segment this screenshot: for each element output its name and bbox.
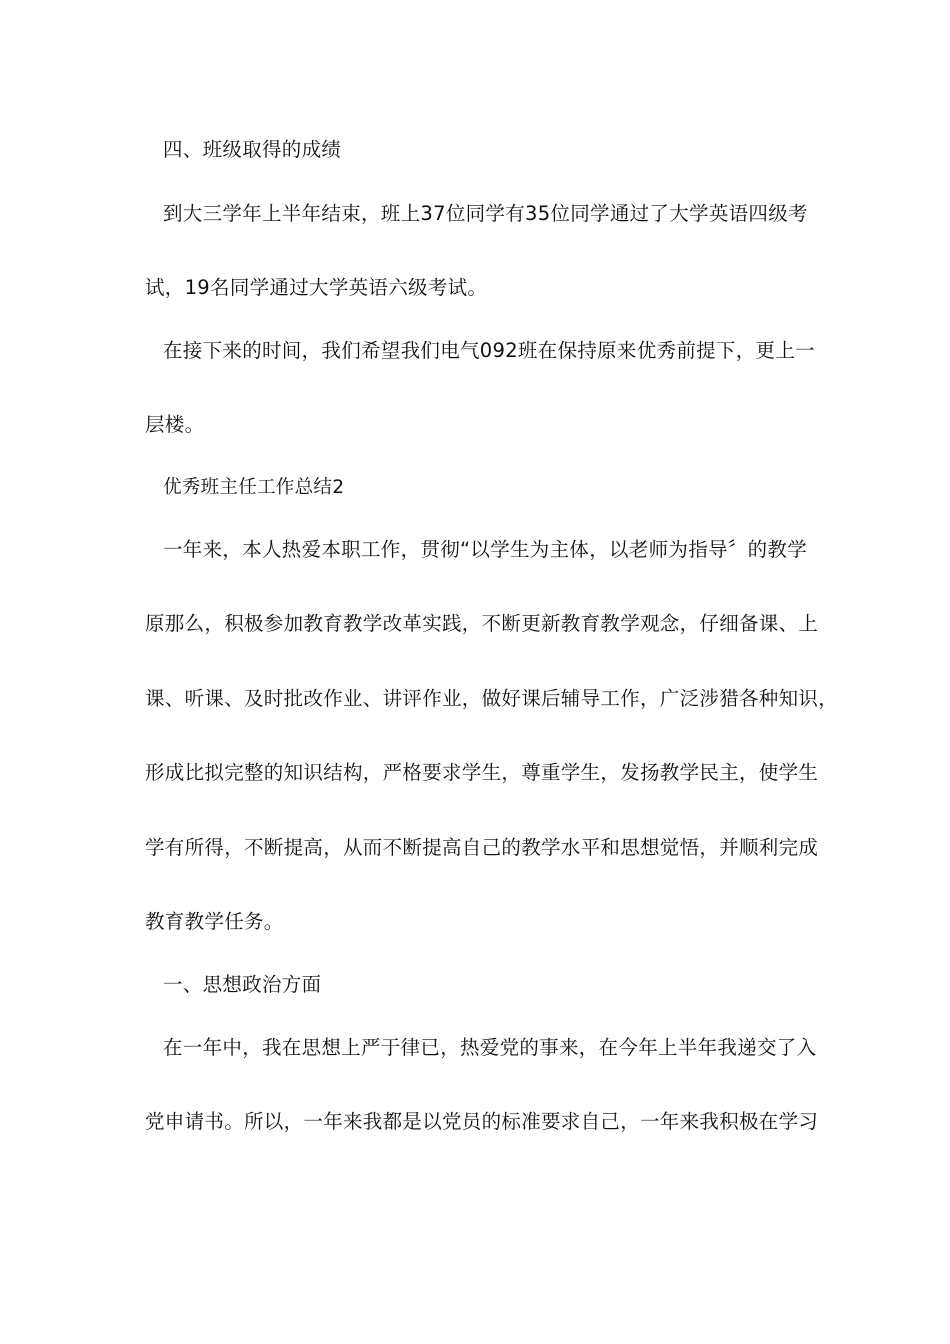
- paragraph-line: 在一年中，我在思想上严于律已，热爱党的事来，在今年上半年我递交了入: [163, 1036, 817, 1059]
- paragraph-line: 一年来，本人热爱本职工作，贯彻“以学生为主体，以老师为指导〞的教学: [163, 538, 808, 561]
- paragraph-line: 试，19名同学通过大学英语六级考试。: [145, 276, 488, 299]
- paragraph-line: 层楼。: [145, 413, 205, 436]
- paragraph-line: 形成比拟完整的知识结构，严格要求学生，尊重学生，发扬教学民主，使学生: [145, 761, 819, 784]
- paragraph-line: 党申请书。所以，一年来我都是以党员的标准要求自己，一年来我积极在学习: [145, 1110, 819, 1133]
- paragraph-line: 课、听课、及时批改作业、讲评作业，做好课后辅导工作，广泛涉猎各种知识，: [145, 687, 839, 710]
- paragraph-line: 原那么，积极参加教育教学改革实践，不断更新教育教学观念，仔细备课、上: [145, 612, 819, 635]
- paragraph-line: 在接下来的时间，我们希望我们电气092班在保持原来优秀前提下，更上一: [163, 339, 815, 362]
- article-title: 优秀班主任工作总结2: [163, 477, 345, 498]
- paragraph-line: 教育教学任务。: [145, 910, 284, 933]
- paragraph-line: 到大三学年上半年结束，班上37位同学有35位同学通过了大学英语四级考: [163, 202, 808, 225]
- section-heading: 四、班级取得的成绩: [163, 138, 342, 161]
- paragraph-line: 学有所得，不断提高，从而不断提高自己的教学水平和思想觉悟，并顺利完成: [145, 836, 819, 859]
- section-heading: 一、思想政治方面: [163, 973, 322, 996]
